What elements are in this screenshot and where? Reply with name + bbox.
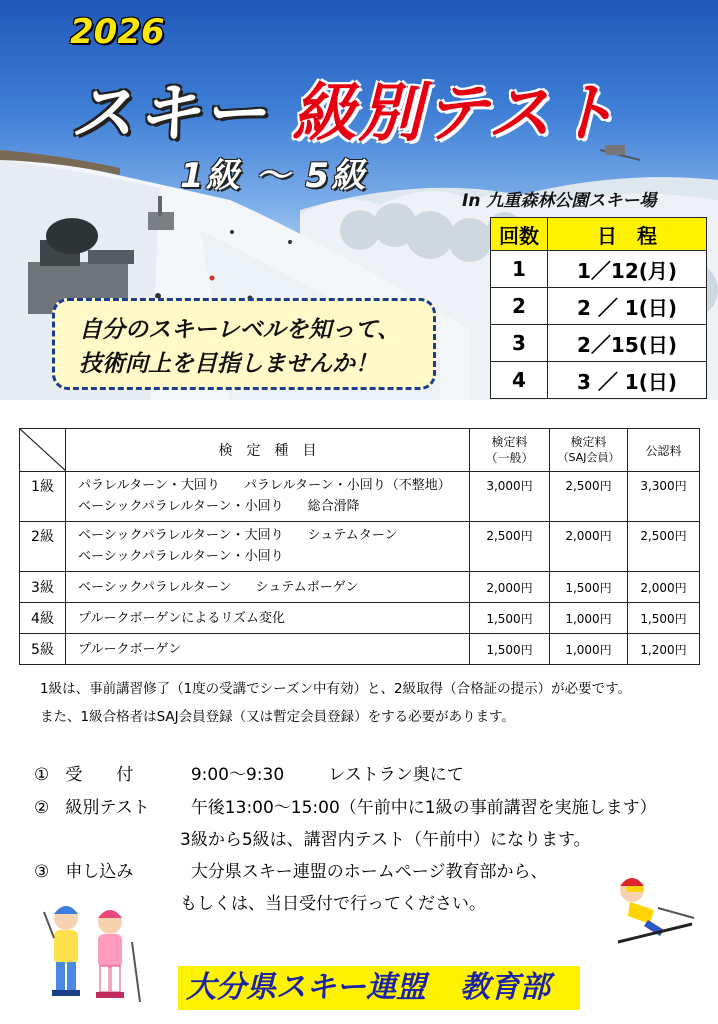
schedule-date: 1／12(月) [548, 251, 707, 288]
header-fee-general [470, 429, 550, 472]
schedule-date: 3 ／ 1(日) [548, 362, 707, 399]
table-row [20, 634, 700, 665]
header-cert-fee: 公認料 [628, 429, 700, 472]
grade-items [66, 472, 470, 522]
grade-items [66, 572, 470, 603]
grade-level: 2級 [20, 522, 66, 572]
org-name: 大分県スキー連盟 [186, 970, 426, 1005]
grade-items [66, 634, 470, 665]
item: シュテムターン [307, 528, 398, 543]
item: ベーシックパラレルターン・小回り [78, 549, 284, 564]
item: プルークボーゲンによるリズム変化 [78, 610, 285, 626]
schedule-row [491, 362, 707, 399]
item: 総合滑降 [307, 499, 360, 514]
callout-line: 自分のスキーレベルを知って、 [79, 317, 401, 343]
skier-illustration [608, 872, 698, 952]
schedule-header-date: 日 程 [548, 218, 707, 251]
grade-level: 3級 [20, 572, 66, 603]
item: ベーシックパラレルターン [78, 579, 232, 595]
apply-line: もしくは、当日受付で行ってください。 [180, 894, 486, 914]
callout-box [52, 298, 436, 390]
note-line: また、1級合格者はSAJ会員登録（又は暫定会員登録）をする必要があります。 [40, 709, 516, 725]
header-fee-general-sub: （一般） [485, 451, 534, 465]
header-items: 検 定 種 目 [66, 429, 470, 472]
item: プルークボーゲン [78, 641, 182, 657]
grade-items [66, 603, 470, 634]
grade-table-header [20, 429, 700, 472]
test-note: 3級から5級は、講習内テスト（午前中）になります。 [180, 830, 591, 850]
fee-general: 3,000円 [470, 472, 550, 522]
schedule-row [491, 288, 707, 325]
fee-saj: 2,500円 [550, 472, 628, 522]
fee-saj: 1,500円 [550, 572, 628, 603]
dept-name: 教育部 [460, 970, 550, 1005]
schedule-date: 2 ／ 1(日) [548, 288, 707, 325]
grade-level: 1級 [20, 472, 66, 522]
info-reception [34, 760, 464, 785]
cert-fee: 3,300円 [628, 472, 700, 522]
info-number: ② [34, 798, 50, 818]
schedule-row [491, 325, 707, 362]
table-row [20, 472, 700, 522]
info-test [34, 793, 657, 818]
fee-general: 1,500円 [470, 603, 550, 634]
grade-range: 1級 ～ 5級 [180, 156, 367, 196]
apply-line: 大分県スキー連盟のホームページ教育部から、 [190, 862, 548, 882]
info-label: 申し込み [65, 862, 134, 882]
callout-line: 技術向上を目指しませんか！ [79, 351, 378, 377]
fee-general: 2,000円 [470, 572, 550, 603]
fee-saj: 1,000円 [550, 603, 628, 634]
info-number: ① [34, 765, 50, 785]
item: パラレルターン・大回り [78, 478, 220, 493]
diagonal-line-icon [20, 429, 66, 471]
info-label: 受 付 [65, 765, 134, 785]
cert-fee: 1,200円 [628, 634, 700, 665]
note-line: 1級は、事前講習修了（1度の受講でシーズン中有効）と、2級取得（合格証の提示）が必要です。 [40, 681, 632, 697]
table-row [20, 572, 700, 603]
title-grade-test: 級別テスト [292, 77, 620, 151]
grade-table [19, 428, 700, 665]
schedule-date: 2／15(日) [548, 325, 707, 362]
schedule-no: 3 [491, 325, 548, 362]
page-title [70, 62, 619, 154]
schedule-header-no: 回数 [491, 218, 548, 251]
table-row [20, 522, 700, 572]
info-apply [34, 857, 547, 882]
header-fee-saj [550, 429, 628, 472]
info-label: 級別テスト [65, 798, 150, 818]
schedule-no: 1 [491, 251, 548, 288]
test-time: 午後13:00～15:00（午前中に1級の事前講習を実施します） [190, 798, 657, 818]
item: シュテムボーゲン [255, 579, 359, 595]
schedule-table [490, 217, 707, 399]
header-fee-general-label: 検定料 [491, 435, 528, 449]
fee-saj: 2,000円 [550, 522, 628, 572]
item: ベーシックパラレルターン・大回り [78, 528, 284, 543]
footer-organization [178, 966, 580, 1010]
fee-general: 2,500円 [470, 522, 550, 572]
reception-time: 9:00～9:30 [190, 765, 285, 785]
item: パラレルターン・小回り（不整地） [243, 478, 451, 493]
fee-saj: 1,000円 [550, 634, 628, 665]
grade-level: 5級 [20, 634, 66, 665]
schedule-no: 4 [491, 362, 548, 399]
schedule-row [491, 251, 707, 288]
cert-fee: 1,500円 [628, 603, 700, 634]
table-row [20, 603, 700, 634]
schedule-header-row [491, 218, 707, 251]
grade-level: 4級 [20, 603, 66, 634]
hero-banner [0, 0, 718, 400]
diagonal-corner-cell [20, 429, 66, 472]
cert-fee: 2,000円 [628, 572, 700, 603]
item: ベーシックパラレルターン・小回り [78, 499, 284, 514]
venue: In 九重森林公園スキー場 [462, 191, 657, 211]
fee-general: 1,500円 [470, 634, 550, 665]
cert-fee: 2,500円 [628, 522, 700, 572]
reception-place: レストラン奥にて [328, 765, 464, 785]
info-number: ③ [34, 862, 50, 882]
kids-skiers-illustration [36, 898, 148, 1008]
event-year: 2026 [70, 12, 165, 52]
header-fee-saj-sub: （SAJ会員） [557, 451, 620, 464]
schedule-no: 2 [491, 288, 548, 325]
header-fee-saj-label: 検定料 [570, 435, 607, 449]
grade-items [66, 522, 470, 572]
title-ski: スキー [70, 77, 268, 151]
